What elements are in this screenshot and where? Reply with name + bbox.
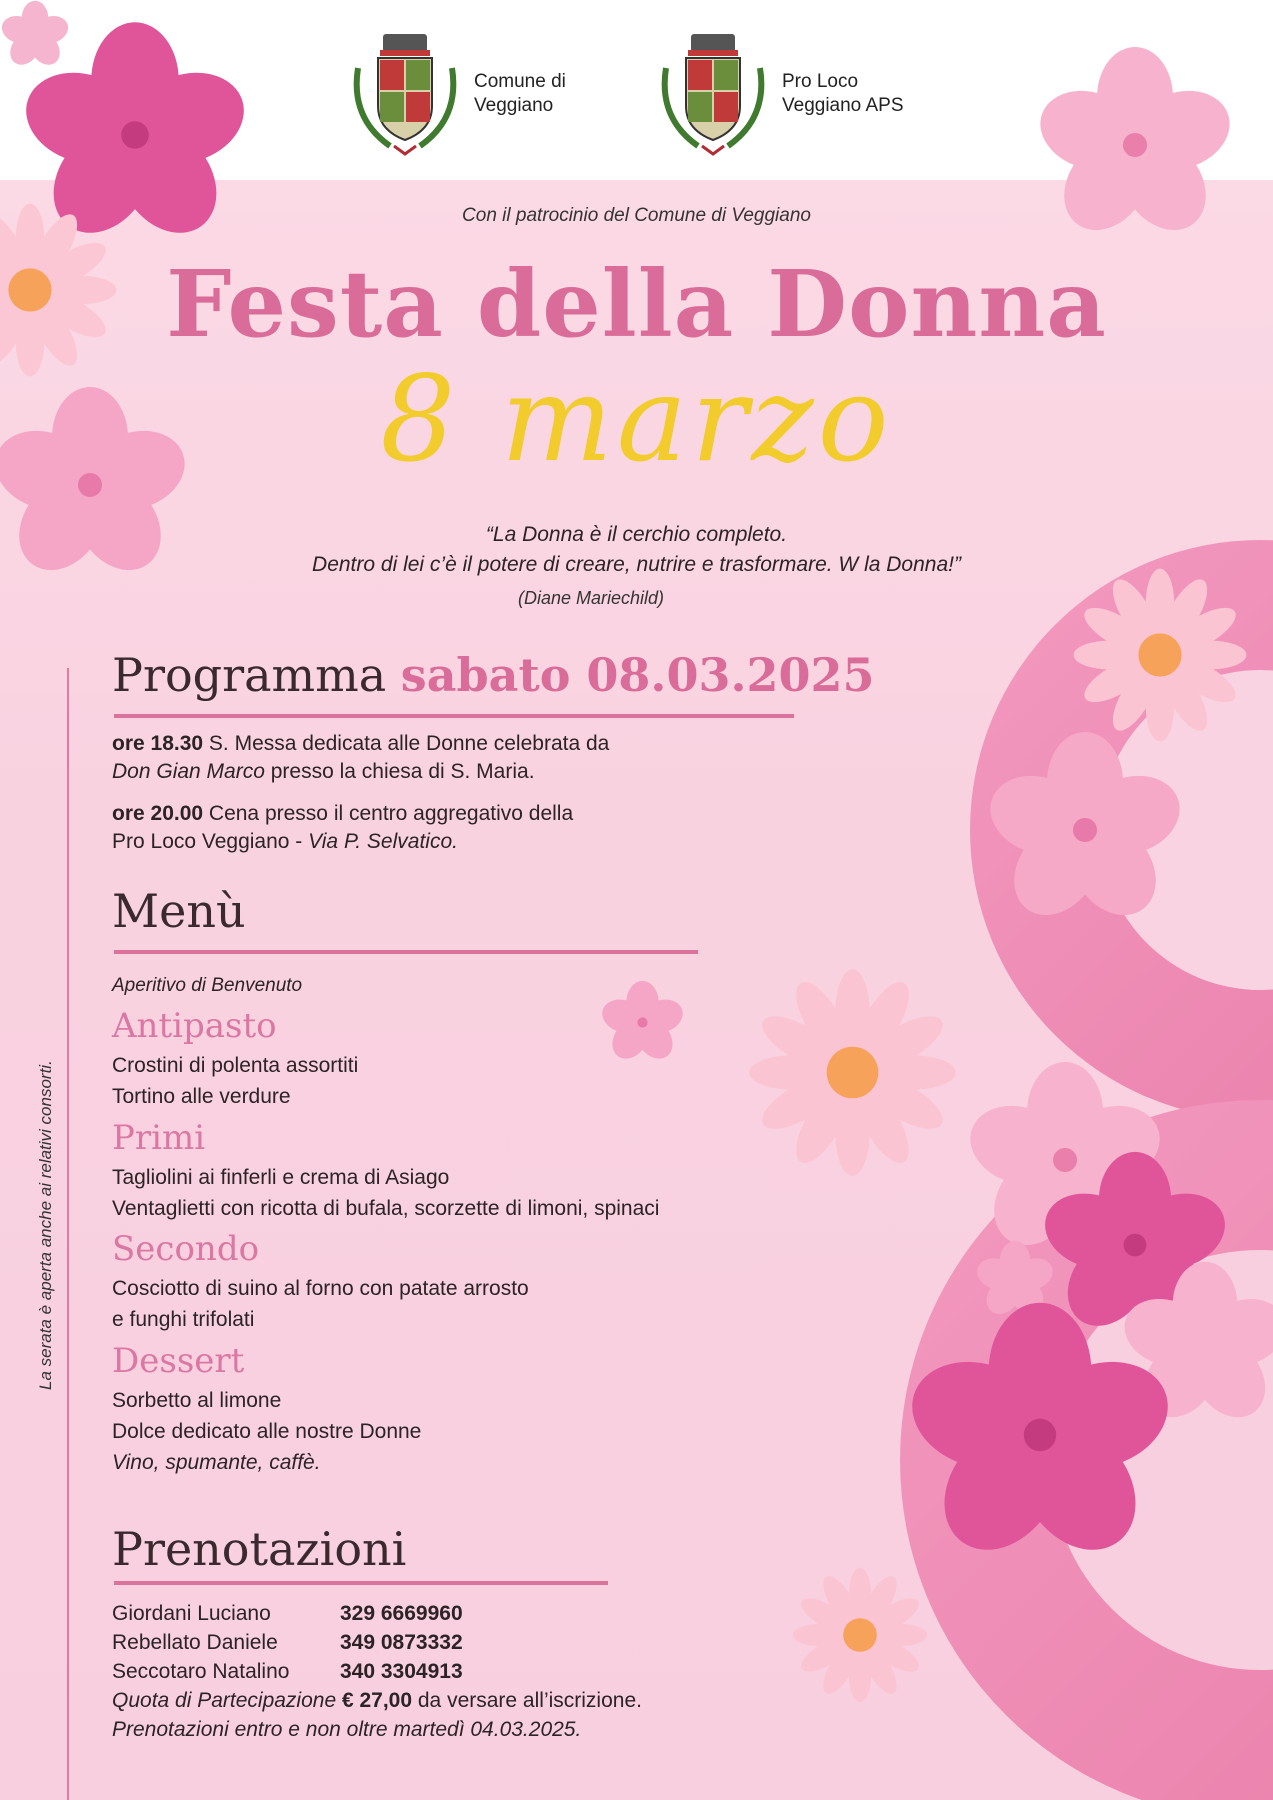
contact-name: Rebellato Daniele — [112, 1631, 278, 1654]
quota-label: Quota di Partecipazione — [112, 1689, 337, 1712]
flower-icon — [0, 0, 70, 70]
flower-icon — [790, 1565, 930, 1705]
programma-item-1-celebrant: Don Gian Marco — [112, 760, 265, 783]
patronage-note: Con il patrocinio del Comune di Veggiano — [462, 205, 811, 226]
menu-heading: Menù — [112, 884, 246, 938]
quota-note: da versare all’iscrizione. — [412, 1689, 642, 1712]
logo-proloco — [658, 28, 904, 160]
menu-welcome: Aperitivo di Benvenuto — [112, 975, 303, 996]
coat-of-arms-icon — [350, 28, 460, 160]
quote-line-2: Dentro di lei c’è il potere di creare, nutrire e trasformare. W la Donna!” — [312, 553, 961, 576]
menu-item: Cosciotto di suino al forno con patate arrosto — [112, 1277, 529, 1300]
quota-line — [112, 1686, 642, 1715]
quota-amount: € 27,00 — [336, 1689, 413, 1712]
programma-item-1 — [112, 730, 609, 786]
menu-item: Tortino alle verdure — [112, 1085, 291, 1108]
side-note: La serata è aperta anche ai relativi consorti. — [36, 1060, 55, 1390]
logo-comune-line1: Comune di — [474, 71, 566, 92]
menu-antipasto-title: Antipasto — [112, 1006, 277, 1046]
flower-icon — [600, 980, 685, 1065]
menu-item: e funghi trifolati — [112, 1308, 255, 1331]
menu-item: Crostini di polenta assortiti — [112, 1054, 359, 1077]
programma-heading — [112, 648, 875, 702]
prenotazioni-heading: Prenotazioni — [112, 1522, 407, 1576]
menu-item: Tagliolini ai finferli e crema di Asiago — [112, 1166, 450, 1189]
quote — [0, 520, 1273, 580]
programma-heading-date: sabato 08.03.2025 — [400, 648, 875, 702]
page-title: Festa della Donna — [166, 250, 1107, 358]
programma-item-2-venue: Pro Loco Veggiano - — [112, 830, 309, 853]
event-date-script: 8 marzo — [380, 350, 893, 488]
menu-drinks: Vino, spumante, caffè. — [112, 1451, 321, 1474]
side-divider — [67, 668, 69, 1800]
logo-proloco-line1: Pro Loco — [782, 71, 859, 92]
contact-row — [112, 1599, 463, 1628]
flower-icon — [905, 1300, 1175, 1570]
quote-author: (Diane Mariechild) — [517, 588, 665, 608]
menu-item: Dolce dedicato alle nostre Donne — [112, 1420, 422, 1443]
contact-row — [112, 1657, 463, 1686]
prenotazioni-rule — [114, 1581, 608, 1585]
flower-icon — [985, 730, 1185, 930]
programma-item-2-address: Via P. Selvatico. — [308, 830, 458, 853]
flower-icon — [745, 965, 960, 1180]
logo-proloco-label — [782, 70, 904, 118]
programma-item-2-text: Cena presso il centro aggregativo della — [203, 802, 574, 825]
contact-phone[interactable]: 349 0873332 — [340, 1631, 463, 1654]
menu-item: Sorbetto al limone — [112, 1389, 282, 1412]
contact-phone[interactable]: 329 6669960 — [340, 1602, 463, 1625]
menu-item: Ventaglietti con ricotta di bufala, scorzette di limoni, spinaci — [112, 1197, 660, 1220]
programma-item-1-place: presso la chiesa di S. Maria. — [264, 760, 535, 783]
contact-phone[interactable]: 340 3304913 — [340, 1660, 463, 1683]
menu-primi-title: Primi — [112, 1118, 206, 1158]
programma-item-1-text: S. Messa dedicata alle Donne celebrata da — [203, 732, 610, 755]
menu-rule — [114, 950, 698, 954]
quote-line-1: “La Donna è il cerchio completo. — [485, 523, 788, 546]
booking-deadline: Prenotazioni entro e non oltre martedì 04.03.2025. — [112, 1718, 582, 1741]
programma-item-1-time: ore 18.30 — [112, 732, 204, 755]
contact-name: Giordani Luciano — [112, 1602, 271, 1625]
programma-heading-label: Programma — [112, 648, 387, 702]
logo-proloco-line2: Veggiano APS — [782, 95, 904, 116]
logo-comune — [350, 28, 566, 160]
contact-row — [112, 1628, 463, 1657]
logo-comune-label — [474, 70, 566, 118]
menu-dessert-title: Dessert — [112, 1341, 245, 1381]
programma-item-2 — [112, 800, 573, 856]
programma-item-2-time: ore 20.00 — [112, 802, 204, 825]
menu-secondo-title: Secondo — [112, 1229, 260, 1269]
contact-name: Seccotaro Natalino — [112, 1660, 290, 1683]
programma-rule — [114, 714, 794, 718]
logo-comune-line2: Veggiano — [474, 95, 554, 116]
coat-of-arms-icon — [658, 28, 768, 160]
